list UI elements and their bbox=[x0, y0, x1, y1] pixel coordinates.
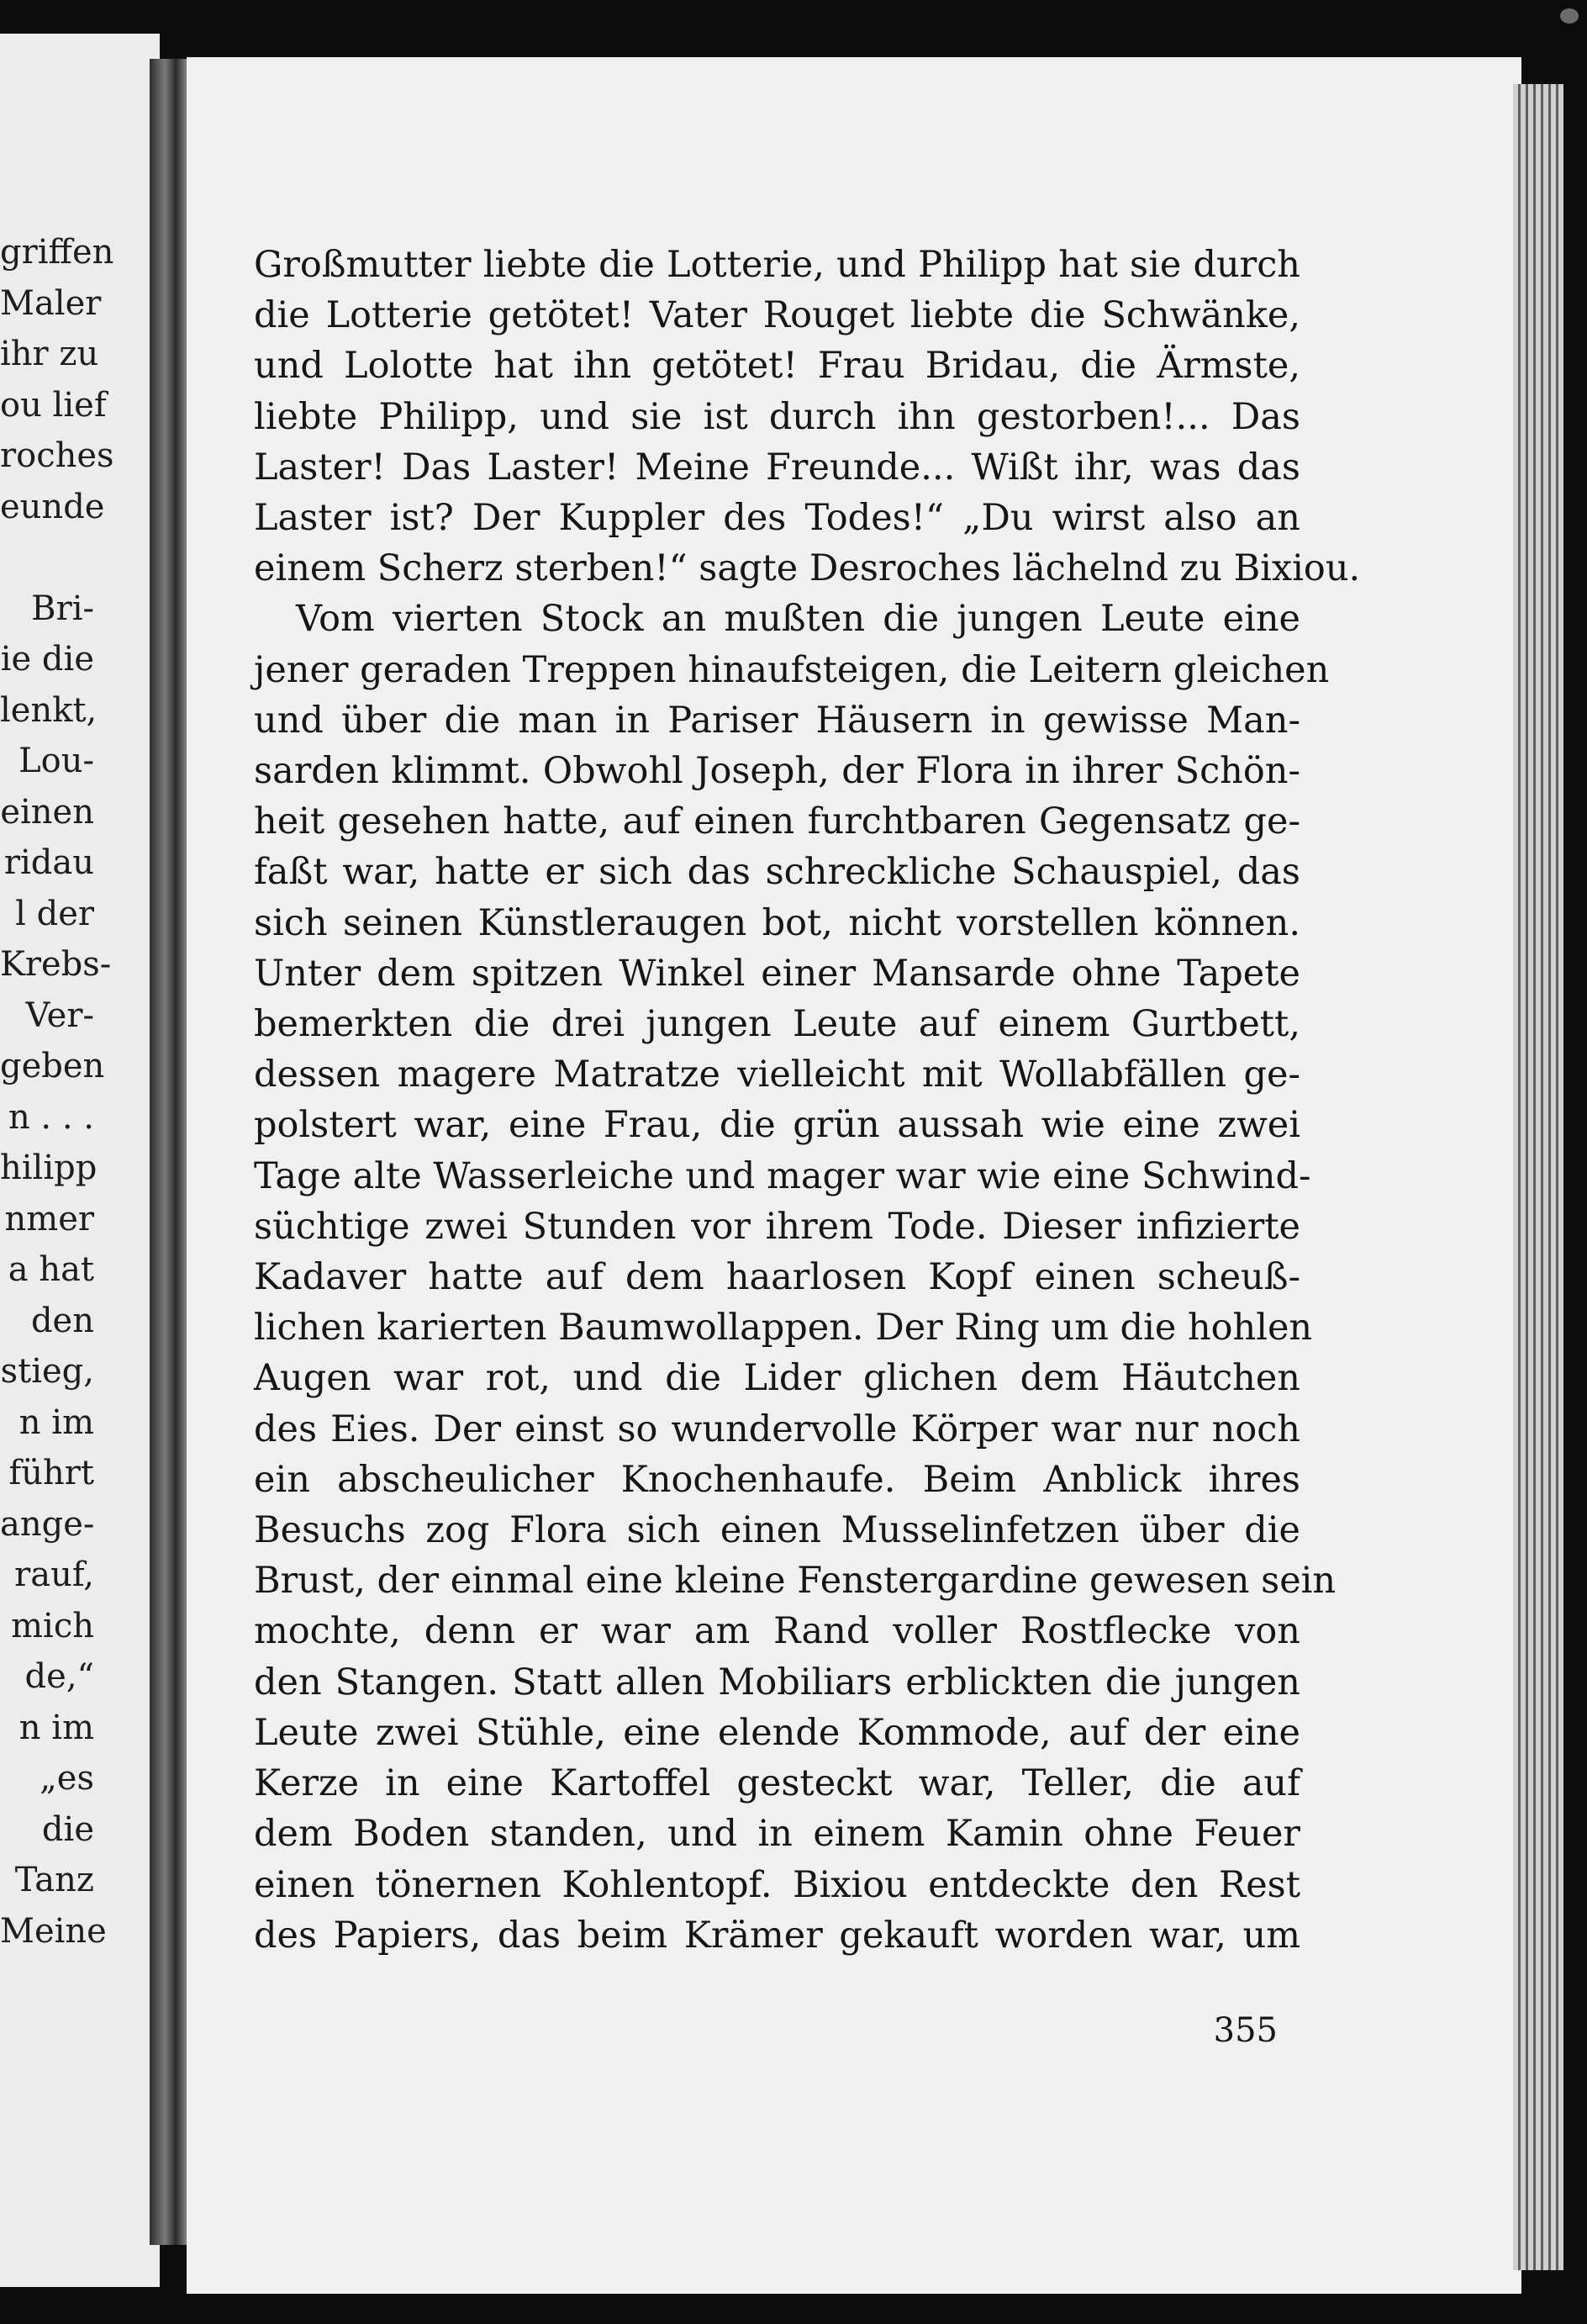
text-line: Brust, der einmal eine kleine Fenstergardine gewesen sein bbox=[254, 1560, 1337, 1603]
left-page-fragment: hilipp bbox=[0, 1149, 98, 1187]
text-line: die Lotterie getötet! Vater Rouget liebte die Schwänke, bbox=[254, 294, 1300, 337]
text-line: Augen war rot, und die Lider glichen dem Häutchen bbox=[254, 1357, 1300, 1400]
text-line: Vom vierten Stock an mußten die jungen Leute eine bbox=[296, 598, 1300, 641]
text-line: Laster! Das Laster! Meine Freunde... Wißt ihr, was das bbox=[254, 446, 1300, 489]
left-page-fragment: Tanz bbox=[14, 1861, 94, 1899]
page-edges bbox=[1513, 84, 1563, 2270]
left-page-fragment: lenkt, bbox=[0, 690, 98, 730]
left-page-fragment: mich bbox=[11, 1606, 94, 1645]
left-page-fragment: n im bbox=[18, 1708, 94, 1747]
text-line: dessen magere Matratze vielleicht mit Wollabfällen ge- bbox=[254, 1054, 1300, 1096]
text-line: lichen karierten Baumwollappen. Der Ring um die hohlen bbox=[254, 1307, 1313, 1350]
left-page-fragment: geben bbox=[0, 1047, 105, 1085]
left-page-fragment: ange- bbox=[0, 1504, 95, 1544]
text-line: Tage alte Wasserleiche und mager war wie eine Schwind- bbox=[254, 1154, 1311, 1197]
text-line: ein abscheulicher Knochenhaufe. Beim Anblick ihres bbox=[254, 1458, 1300, 1501]
text-line: Kadaver hatte auf dem haarlosen Kopf einen scheuß- bbox=[254, 1256, 1300, 1299]
page-number: 355 bbox=[1213, 2011, 1278, 2050]
left-page-fragment: „es bbox=[40, 1759, 94, 1798]
left-page-fragment: de,“ bbox=[24, 1657, 94, 1696]
text-line: sich seinen Künstleraugen bot, nicht vorstellen können. bbox=[254, 901, 1300, 944]
left-page-fragment: rauf, bbox=[14, 1555, 94, 1594]
text-line: Laster ist? Der Kuppler des Todes!“ „Du wirst also an bbox=[254, 497, 1300, 540]
left-page-fragment: Meine bbox=[0, 1911, 107, 1951]
left-page-fragment: den bbox=[30, 1301, 94, 1340]
left-page-fragment bbox=[0, 532, 94, 584]
text-line: mochte, denn er war am Rand voller Rostflecke von bbox=[254, 1610, 1300, 1653]
left-page-fragment: Ver- bbox=[25, 996, 94, 1035]
text-line: Großmutter liebte die Lotterie, und Philipp hat sie durch bbox=[254, 244, 1300, 286]
left-page bbox=[0, 34, 160, 2287]
left-page-fragment: Maler bbox=[0, 283, 102, 323]
left-page-fragment: eunde bbox=[0, 487, 105, 526]
text-line: heit gesehen hatte, auf einen furchtbaren Gegensatz ge- bbox=[254, 800, 1300, 843]
left-page-fragment: einen bbox=[0, 792, 94, 832]
text-line: bemerkten die drei jungen Leute auf einem Gurtbett, bbox=[254, 1003, 1300, 1046]
left-page-fragment: n . . . bbox=[8, 1097, 94, 1137]
text-line: faßt war, hatte er sich das schreckliche Schauspiel, das bbox=[254, 851, 1300, 894]
left-page-fragment: stieg, bbox=[0, 1352, 94, 1391]
left-page-fragment: ou lief bbox=[0, 385, 107, 425]
left-page-text bbox=[0, 227, 114, 1957]
text-line: Leute zwei Stühle, eine elende Kommode, auf der eine bbox=[254, 1711, 1300, 1754]
left-page-fragment: griffen bbox=[0, 233, 114, 272]
text-line: des Eies. Der einst so wundervolle Körper war nur noch bbox=[254, 1408, 1300, 1450]
text-line: einem Scherz sterben!“ sagte Desroches lächelnd zu Bixiou. bbox=[254, 547, 1361, 590]
text-line: und über die man in Pariser Häusern in gewisse Man- bbox=[254, 699, 1300, 742]
left-page-fragment: ridau bbox=[3, 843, 94, 882]
text-line: dem Boden standen, und in einem Kamin ohne Feuer bbox=[254, 1813, 1300, 1856]
text-line: und Lolotte hat ihn getötet! Frau Bridau, die Ärmste, bbox=[254, 345, 1300, 388]
left-page-fragment: nmer bbox=[4, 1199, 94, 1239]
text-line: Kerze in eine Kartoffel gesteckt war, Teller, die auf bbox=[254, 1762, 1300, 1805]
left-page-fragment: ihr zu bbox=[0, 335, 99, 373]
left-page-fragment: roches bbox=[0, 436, 114, 475]
text-line: Unter dem spitzen Winkel einer Mansarde ohne Tapete bbox=[254, 952, 1300, 995]
left-page-fragment: n im bbox=[18, 1402, 94, 1442]
body-text bbox=[254, 240, 1361, 1961]
text-line: sarden klimmt. Obwohl Joseph, der Flora in ihrer Schön- bbox=[254, 750, 1300, 793]
text-line: des Papiers, das beim Krämer gekauft worden war, um bbox=[254, 1914, 1300, 1957]
text-line: Besuchs zog Flora sich einen Musselinfetzen über die bbox=[254, 1509, 1300, 1552]
left-page-fragment: a hat bbox=[8, 1250, 94, 1289]
text-line: jener geraden Treppen hinaufsteigen, die Leitern gleichen bbox=[254, 648, 1330, 691]
left-page-fragment: l der bbox=[15, 894, 94, 933]
left-page-fragment: ie die bbox=[0, 640, 94, 679]
left-page-fragment: die bbox=[41, 1809, 94, 1849]
left-page-fragment: Krebs- bbox=[0, 945, 112, 984]
left-page-fragment: führt bbox=[8, 1454, 94, 1492]
text-line: liebte Philipp, und sie ist durch ihn gestorben!... Das bbox=[254, 395, 1300, 438]
left-page-fragment: Bri- bbox=[31, 589, 94, 628]
left-page-fragment: Lou- bbox=[18, 742, 94, 780]
text-line: polstert war, eine Frau, die grün aussah wie eine zwei bbox=[254, 1104, 1300, 1147]
text-line: einen tönernen Kohlentopf. Bixiou entdeckte den Rest bbox=[254, 1863, 1300, 1906]
text-line: den Stangen. Statt allen Mobiliars erblickten die jungen bbox=[254, 1661, 1300, 1703]
scan-mark bbox=[1560, 8, 1579, 24]
text-line: süchtige zwei Stunden vor ihrem Tode. Dieser infizierte bbox=[254, 1205, 1300, 1248]
